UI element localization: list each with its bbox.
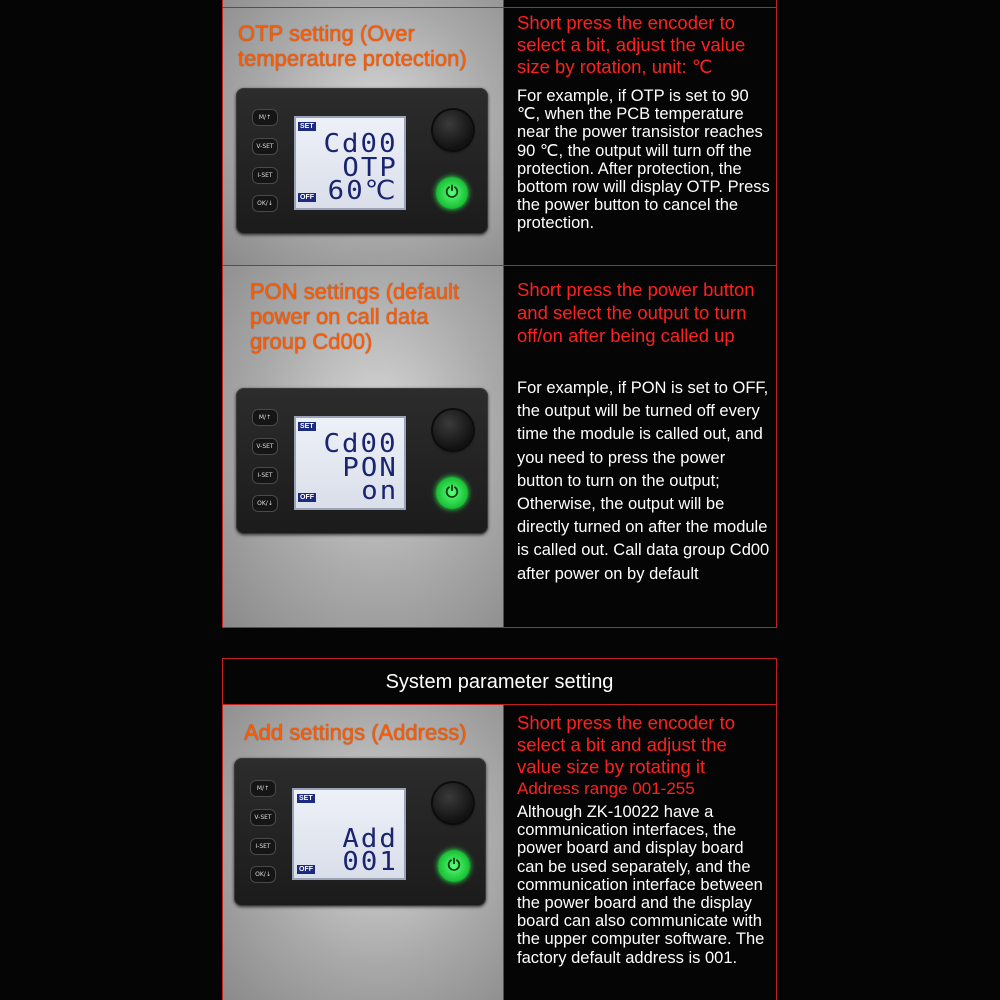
v-set-button: V-SET xyxy=(252,138,278,155)
set-tag: SET xyxy=(300,123,314,130)
add-title: Add settings (Address) xyxy=(244,720,467,745)
ok-down-button: OK/↓ xyxy=(252,195,278,212)
off-tag: OFF xyxy=(299,866,313,873)
add-divider xyxy=(503,705,504,1000)
pon-lcd xyxy=(294,416,406,510)
i-set-button: I-SET xyxy=(252,467,278,484)
otp-title: OTP setting (Over temperature protection) xyxy=(238,21,467,71)
frame-right-edge xyxy=(776,0,777,627)
frame-bottom xyxy=(222,627,777,628)
frame-divider xyxy=(503,0,504,627)
lcd-line-3: 60℃ xyxy=(328,176,398,206)
off-tag: OFF xyxy=(300,494,314,501)
i-set-button: I-SET xyxy=(250,838,276,855)
lcd-line-1: Cd00 xyxy=(323,129,398,159)
ok-down-button: OK/↓ xyxy=(250,866,276,883)
off-tag: OFF xyxy=(300,194,314,201)
lcd-line-2: PON xyxy=(342,453,398,483)
lcd-line-3: on xyxy=(360,476,398,506)
lcd-line-1: Add xyxy=(342,824,398,854)
lcd-line-2: 001 xyxy=(342,847,398,877)
pon-instruction: Short press the power button and select the output to turn off/on after being called up xyxy=(517,279,755,346)
pon-device xyxy=(236,388,488,534)
m-up-button: M/↑ xyxy=(252,109,278,126)
add-device xyxy=(234,758,486,906)
v-set-button: V-SET xyxy=(250,809,276,826)
pon-title: PON settings (default power on call data group Cd00) xyxy=(250,279,460,354)
frame-top xyxy=(222,7,777,8)
encoder-knob xyxy=(433,410,473,450)
encoder-knob xyxy=(433,783,473,823)
frame-mid xyxy=(222,265,777,266)
lcd-line-2: OTP xyxy=(342,153,398,183)
encoder-knob xyxy=(433,110,473,150)
set-tag: SET xyxy=(300,423,314,430)
add-lcd xyxy=(292,788,406,880)
power-icon: ⏻ xyxy=(436,177,468,209)
otp-device xyxy=(236,88,488,234)
i-set-button: I-SET xyxy=(252,167,278,184)
system-header: System parameter setting xyxy=(222,658,777,705)
v-set-button: V-SET xyxy=(252,438,278,455)
otp-lcd xyxy=(294,116,406,210)
add-right-edge xyxy=(776,705,777,1000)
otp-description: For example, if OTP is set to 90 ℃, when the PCB temperature near the power transistor reaches 90 ℃, the output will turn off the protection. After protection, the bottom row will display OTP. Press the power button to cancel the protection. xyxy=(517,87,770,233)
ok-down-button: OK/↓ xyxy=(252,495,278,512)
add-description: Although ZK-10022 have a communication interfaces, the power board and display board can be used separately, and the communication interface between the power board and the display board can also communicate with the upper computer software. The factory default address is 001. xyxy=(517,803,765,967)
m-up-button: M/↑ xyxy=(250,780,276,797)
power-icon: ⏻ xyxy=(436,477,468,509)
pon-description: For example, if PON is set to OFF, the output will be turned off every time the module is called out, and you need to press the power button to turn on the output; Otherwise, the output will be directly turned on after the module is called out. Call data group Cd00 after power on by default xyxy=(517,379,770,583)
lcd-line-1: Cd00 xyxy=(323,429,398,459)
power-icon: ⏻ xyxy=(438,850,470,882)
set-tag: SET xyxy=(299,795,313,802)
add-left-edge xyxy=(222,705,223,1000)
frame-left-edge xyxy=(222,0,223,627)
add-instruction: Short press the encoder to select a bit and adjust the value size by rotating it xyxy=(517,712,736,777)
m-up-button: M/↑ xyxy=(252,409,278,426)
add-range: Address range 001-255 xyxy=(517,779,695,798)
otp-instruction: Short press the encoder to select a bit, adjust the value size by rotation, unit: ℃ xyxy=(517,12,746,77)
